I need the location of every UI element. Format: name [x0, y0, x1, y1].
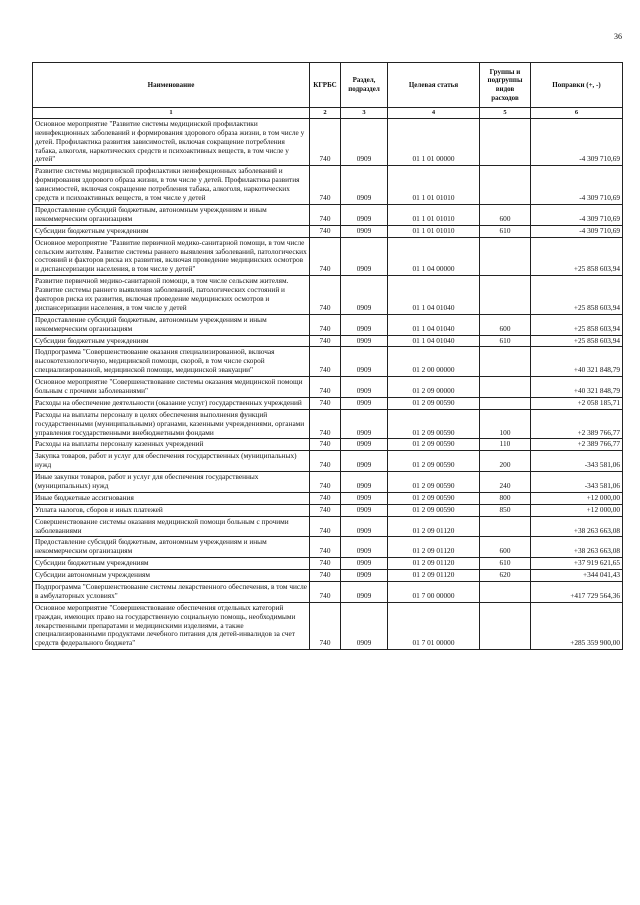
row-expense-group: 610: [480, 335, 531, 347]
row-expense-group: 600: [480, 204, 531, 225]
row-kgrbs: 740: [310, 314, 341, 335]
row-expense-group: [480, 237, 531, 276]
row-target-article: 01 2 09 00590: [388, 451, 480, 472]
table-row: [33, 492, 623, 504]
row-section: 0909: [341, 439, 388, 451]
row-amendment-amount: +38 263 663,08: [531, 537, 623, 558]
row-target-article: 01 1 01 01010: [388, 204, 480, 225]
table-row: [33, 472, 623, 493]
row-target-article: 01 7 00 00000: [388, 582, 480, 603]
row-expense-group: 850: [480, 504, 531, 516]
table-row: [33, 516, 623, 537]
column-number: 4: [388, 108, 480, 119]
row-section: 0909: [341, 237, 388, 276]
row-target-article: 01 2 09 00590: [388, 472, 480, 493]
page-number: 36: [614, 32, 622, 41]
row-amendment-amount: +25 858 603,94: [531, 276, 623, 315]
row-amendment-amount: -343 581,06: [531, 472, 623, 493]
row-name: Закупка товаров, работ и услуг для обеспечения государственных (муниципальных) нужд: [33, 451, 310, 472]
row-name: Предоставление субсидий бюджетным, автономным учреждениям и иным некоммерческим организациям: [33, 537, 310, 558]
row-name: Субсидии бюджетным учреждениям: [33, 335, 310, 347]
column-number: 3: [341, 108, 388, 119]
header-amendment: Поправки (+, -): [531, 63, 623, 108]
row-amendment-amount: +38 263 663,08: [531, 516, 623, 537]
row-section: 0909: [341, 537, 388, 558]
table-header-row: [33, 63, 623, 108]
row-kgrbs: 740: [310, 166, 341, 205]
table-row: [33, 237, 623, 276]
table-row: [33, 118, 623, 165]
row-name: Субсидии бюджетным учреждениям: [33, 225, 310, 237]
table-row: [33, 335, 623, 347]
row-amendment-amount: +417 729 564,36: [531, 582, 623, 603]
row-name: Подпрограмма "Совершенствование оказания специализированной, включая высокотехнологичную, медицинской помощи, скорой, в том числе скорой специализированной, медицинской помощи, медицинской эвакуации": [33, 347, 310, 377]
row-amendment-amount: -4 309 710,69: [531, 166, 623, 205]
row-kgrbs: 740: [310, 118, 341, 165]
row-target-article: 01 2 09 01120: [388, 558, 480, 570]
row-section: 0909: [341, 558, 388, 570]
row-section: 0909: [341, 602, 388, 649]
row-expense-group: [480, 397, 531, 409]
row-amendment-amount: +40 321 848,79: [531, 377, 623, 398]
row-amendment-amount: +25 858 603,94: [531, 335, 623, 347]
row-expense-group: [480, 347, 531, 377]
row-amendment-amount: +25 858 603,94: [531, 314, 623, 335]
row-target-article: 01 2 00 00000: [388, 347, 480, 377]
row-name: Расходы на выплаты персоналу в целях обеспечения выполнения функций государственными (муниципальными) органами, казенными учреждениями, органами управления государственными внебюджетными фондами: [33, 409, 310, 439]
row-expense-group: [480, 118, 531, 165]
row-amendment-amount: -4 309 710,69: [531, 118, 623, 165]
row-kgrbs: 740: [310, 516, 341, 537]
row-section: 0909: [341, 335, 388, 347]
row-amendment-amount: +344 041,43: [531, 570, 623, 582]
row-amendment-amount: +12 000,00: [531, 504, 623, 516]
row-expense-group: [480, 276, 531, 315]
row-name: Предоставление субсидий бюджетным, автономным учреждениям и иным некоммерческим организациям: [33, 204, 310, 225]
table-row: [33, 276, 623, 315]
row-name: Основное мероприятие "Развитие системы медицинской профилактики неинфекционных заболеваний и формирования здорового образа жизни, в том числе у детей. Профилактика развития зависимостей, включая сокращение потребления табака, алкоголя, наркотических средств и психоактивных веществ, в том числе у детей": [33, 118, 310, 165]
row-section: 0909: [341, 582, 388, 603]
row-amendment-amount: +2 058 185,71: [531, 397, 623, 409]
column-number-row: [33, 108, 623, 119]
row-kgrbs: 740: [310, 492, 341, 504]
row-section: 0909: [341, 472, 388, 493]
table-row: [33, 570, 623, 582]
row-name: Расходы на выплаты персоналу казенных учреждений: [33, 439, 310, 451]
row-name: Иные закупки товаров, работ и услуг для обеспечения государственных (муниципальных) нужд: [33, 472, 310, 493]
row-kgrbs: 740: [310, 335, 341, 347]
row-target-article: 01 1 01 01010: [388, 225, 480, 237]
row-target-article: 01 1 04 01040: [388, 276, 480, 315]
row-expense-group: 610: [480, 558, 531, 570]
table-row: [33, 397, 623, 409]
row-kgrbs: 740: [310, 439, 341, 451]
row-kgrbs: 740: [310, 377, 341, 398]
row-kgrbs: 740: [310, 537, 341, 558]
table-row: [33, 504, 623, 516]
table-row: [33, 204, 623, 225]
row-expense-group: [480, 516, 531, 537]
row-name: Расходы на обеспечение деятельности (оказание услуг) государственных учреждений: [33, 397, 310, 409]
row-kgrbs: 740: [310, 347, 341, 377]
row-amendment-amount: +12 000,00: [531, 492, 623, 504]
row-target-article: 01 1 04 01040: [388, 314, 480, 335]
row-amendment-amount: -343 581,06: [531, 451, 623, 472]
row-expense-group: 240: [480, 472, 531, 493]
header-section: Раздел, подраздел: [341, 63, 388, 108]
row-section: 0909: [341, 276, 388, 315]
table-row: [33, 439, 623, 451]
row-target-article: 01 2 09 00590: [388, 504, 480, 516]
row-target-article: 01 1 04 00000: [388, 237, 480, 276]
table-row: [33, 347, 623, 377]
row-expense-group: 200: [480, 451, 531, 472]
row-expense-group: 610: [480, 225, 531, 237]
row-target-article: 01 1 01 01010: [388, 166, 480, 205]
row-amendment-amount: +40 321 848,79: [531, 347, 623, 377]
row-amendment-amount: +2 389 766,77: [531, 409, 623, 439]
row-kgrbs: 740: [310, 204, 341, 225]
row-amendment-amount: +2 389 766,77: [531, 439, 623, 451]
column-number: 5: [480, 108, 531, 119]
row-name: Уплата налогов, сборов и иных платежей: [33, 504, 310, 516]
row-name: Основное мероприятие "Развитие первичной медико-санитарной помощи, в том числе сельским жителям. Развитие системы раннего выявления заболеваний, патологических состояний и факторов риска их развития, включая проведение медицинских осмотров и диспансеризации населения, в том числе у детей": [33, 237, 310, 276]
row-amendment-amount: +37 919 621,65: [531, 558, 623, 570]
row-name: Развитие первичной медико-санитарной помощи, в том числе сельским жителям. Развитие системы раннего выявления заболеваний, патологических состояний и факторов риска их развития, включая проведение медицинских осмотров и диспансеризации населения, в том числе у детей: [33, 276, 310, 315]
row-name: Совершенствование системы оказания медицинской помощи больным с прочими заболеваниями: [33, 516, 310, 537]
row-amendment-amount: +25 858 603,94: [531, 237, 623, 276]
row-amendment-amount: -4 309 710,69: [531, 204, 623, 225]
budget-amendments-table: [32, 62, 623, 650]
row-section: 0909: [341, 504, 388, 516]
row-kgrbs: 740: [310, 397, 341, 409]
row-section: 0909: [341, 570, 388, 582]
header-name: Наименование: [33, 63, 310, 108]
row-section: 0909: [341, 516, 388, 537]
row-expense-group: 110: [480, 439, 531, 451]
row-expense-group: 800: [480, 492, 531, 504]
row-kgrbs: 740: [310, 451, 341, 472]
table-row: [33, 558, 623, 570]
row-section: 0909: [341, 377, 388, 398]
row-target-article: 01 2 09 00590: [388, 409, 480, 439]
row-section: 0909: [341, 347, 388, 377]
row-name: Иные бюджетные ассигнования: [33, 492, 310, 504]
row-name: Основное мероприятие "Совершенствование системы оказания медицинской помощи больным с прочими заболеваниями": [33, 377, 310, 398]
row-target-article: 01 2 09 00590: [388, 439, 480, 451]
row-section: 0909: [341, 409, 388, 439]
table-row: [33, 451, 623, 472]
row-name: Подпрограмма "Совершенствование системы лекарственного обеспечения, в том числе в амбулаторных условиях": [33, 582, 310, 603]
row-kgrbs: 740: [310, 602, 341, 649]
row-expense-group: 620: [480, 570, 531, 582]
header-expense-group: Группы и подгруппы видов расходов: [480, 63, 531, 108]
row-expense-group: 600: [480, 537, 531, 558]
row-kgrbs: 740: [310, 225, 341, 237]
row-kgrbs: 740: [310, 409, 341, 439]
row-target-article: 01 2 09 01120: [388, 537, 480, 558]
row-target-article: 01 2 09 00590: [388, 397, 480, 409]
row-amendment-amount: -4 309 710,69: [531, 225, 623, 237]
row-section: 0909: [341, 118, 388, 165]
row-target-article: 01 2 09 01120: [388, 570, 480, 582]
row-target-article: 01 1 04 01040: [388, 335, 480, 347]
row-section: 0909: [341, 204, 388, 225]
row-kgrbs: 740: [310, 237, 341, 276]
header-kgrbs: КГРБС: [310, 63, 341, 108]
table-row: [33, 377, 623, 398]
table-row: [33, 409, 623, 439]
table-row: [33, 602, 623, 649]
column-number: 1: [33, 108, 310, 119]
row-section: 0909: [341, 166, 388, 205]
row-expense-group: 600: [480, 314, 531, 335]
table-row: [33, 314, 623, 335]
row-kgrbs: 740: [310, 582, 341, 603]
table-row: [33, 225, 623, 237]
row-kgrbs: 740: [310, 558, 341, 570]
row-target-article: 01 2 09 00590: [388, 492, 480, 504]
row-expense-group: [480, 166, 531, 205]
row-section: 0909: [341, 314, 388, 335]
row-section: 0909: [341, 451, 388, 472]
row-name: Основное мероприятие "Совершенствование обеспечения отдельных категорий граждан, имеющих право на государственную социальную помощь, необходимыми лекарственными препаратами и медицинскими изделиями, а также специализированными продуктами лечебного питания для детей-инвалидов за счет средств федерального бюджета": [33, 602, 310, 649]
row-expense-group: [480, 602, 531, 649]
row-target-article: 01 2 09 00000: [388, 377, 480, 398]
row-amendment-amount: +285 359 900,00: [531, 602, 623, 649]
row-kgrbs: 740: [310, 504, 341, 516]
row-name: Развитие системы медицинской профилактики неинфекционных заболеваний и формирования здорового образа жизни, в том числе у детей. Профилактика развития зависимостей, включая сокращение потребления табака, алкоголя, наркотических средств и психоактивных веществ, в том числе у детей: [33, 166, 310, 205]
table-row: [33, 537, 623, 558]
row-kgrbs: 740: [310, 570, 341, 582]
row-section: 0909: [341, 397, 388, 409]
row-expense-group: [480, 377, 531, 398]
row-name: Субсидии бюджетным учреждениям: [33, 558, 310, 570]
table-row: [33, 582, 623, 603]
column-number: 2: [310, 108, 341, 119]
row-section: 0909: [341, 225, 388, 237]
row-kgrbs: 740: [310, 472, 341, 493]
row-kgrbs: 740: [310, 276, 341, 315]
header-target: Целевая статья: [388, 63, 480, 108]
row-section: 0909: [341, 492, 388, 504]
table-row: [33, 166, 623, 205]
row-expense-group: [480, 582, 531, 603]
row-target-article: 01 7 01 00000: [388, 602, 480, 649]
row-expense-group: 100: [480, 409, 531, 439]
row-name: Субсидии автономным учреждениям: [33, 570, 310, 582]
row-name: Предоставление субсидий бюджетным, автономным учреждениям и иным некоммерческим организациям: [33, 314, 310, 335]
column-number: 6: [531, 108, 623, 119]
row-target-article: 01 2 09 01120: [388, 516, 480, 537]
row-target-article: 01 1 01 00000: [388, 118, 480, 165]
